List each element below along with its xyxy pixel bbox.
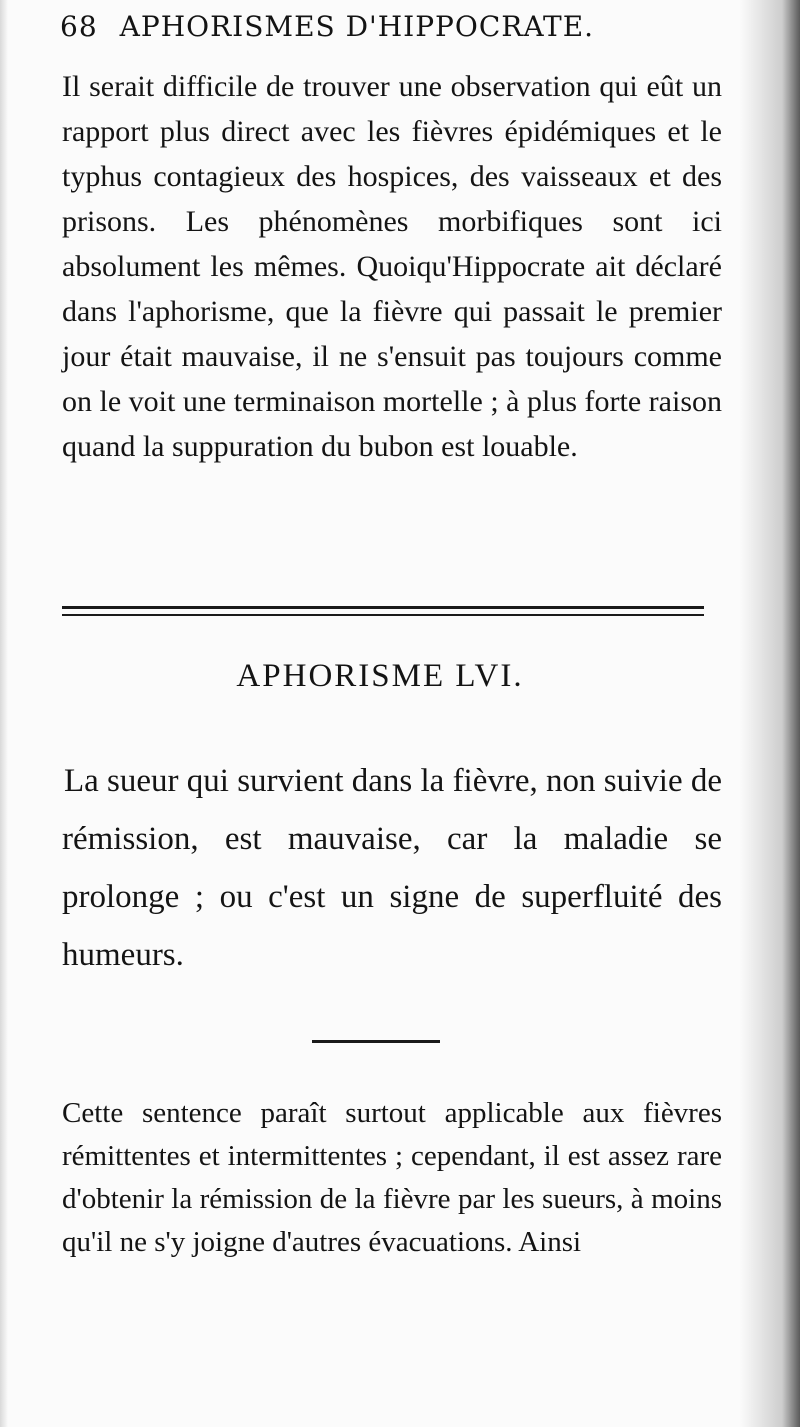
running-header [60,4,680,48]
aphorism-title: APHORISME LVI. [236,658,524,694]
page-left-edge [0,0,8,1427]
commentary-paragraph-2: Cette sentence paraît surtout applicable aux fièvres rémittentes et intermittentes ; cependant, il est assez rare d'obtenir la rémission de la fièvre par les sueurs, à moins qu'il ne s'y joigne d'autres évacuations. Ainsi [62,1097,722,1258]
page-number: 68 [60,9,98,43]
running-title: APHORISMES D'HIPPOCRATE. [119,9,595,43]
commentary-paragraph-1: Il serait difficile de trouver une observation qui eût un rapport plus direct avec les fièvres épidémiques et le typhus contagieux des hospices, des vaisseaux et des prisons. Les phénomènes morbifiques sont ici absolument les mêmes. Quoiqu'Hippocrate ait déclaré dans l'aphorisme, que la fièvre qui passait le premier jour était mauvaise, il ne s'ensuit pas toujours comme on le voit une terminaison mortelle ; à plus forte raison quand la suppuration du bubon est louable. [62,70,722,463]
short-rule-divider [312,1040,440,1043]
double-rule-divider [62,606,704,616]
page-gutter-shadow [740,0,800,1427]
aphorism-text: La sueur qui survient dans la fièvre, non suivie de rémission, est mauvaise, car la maladie se prolonge ; ou c'est un signe de superfluité des humeurs. [62,763,722,973]
